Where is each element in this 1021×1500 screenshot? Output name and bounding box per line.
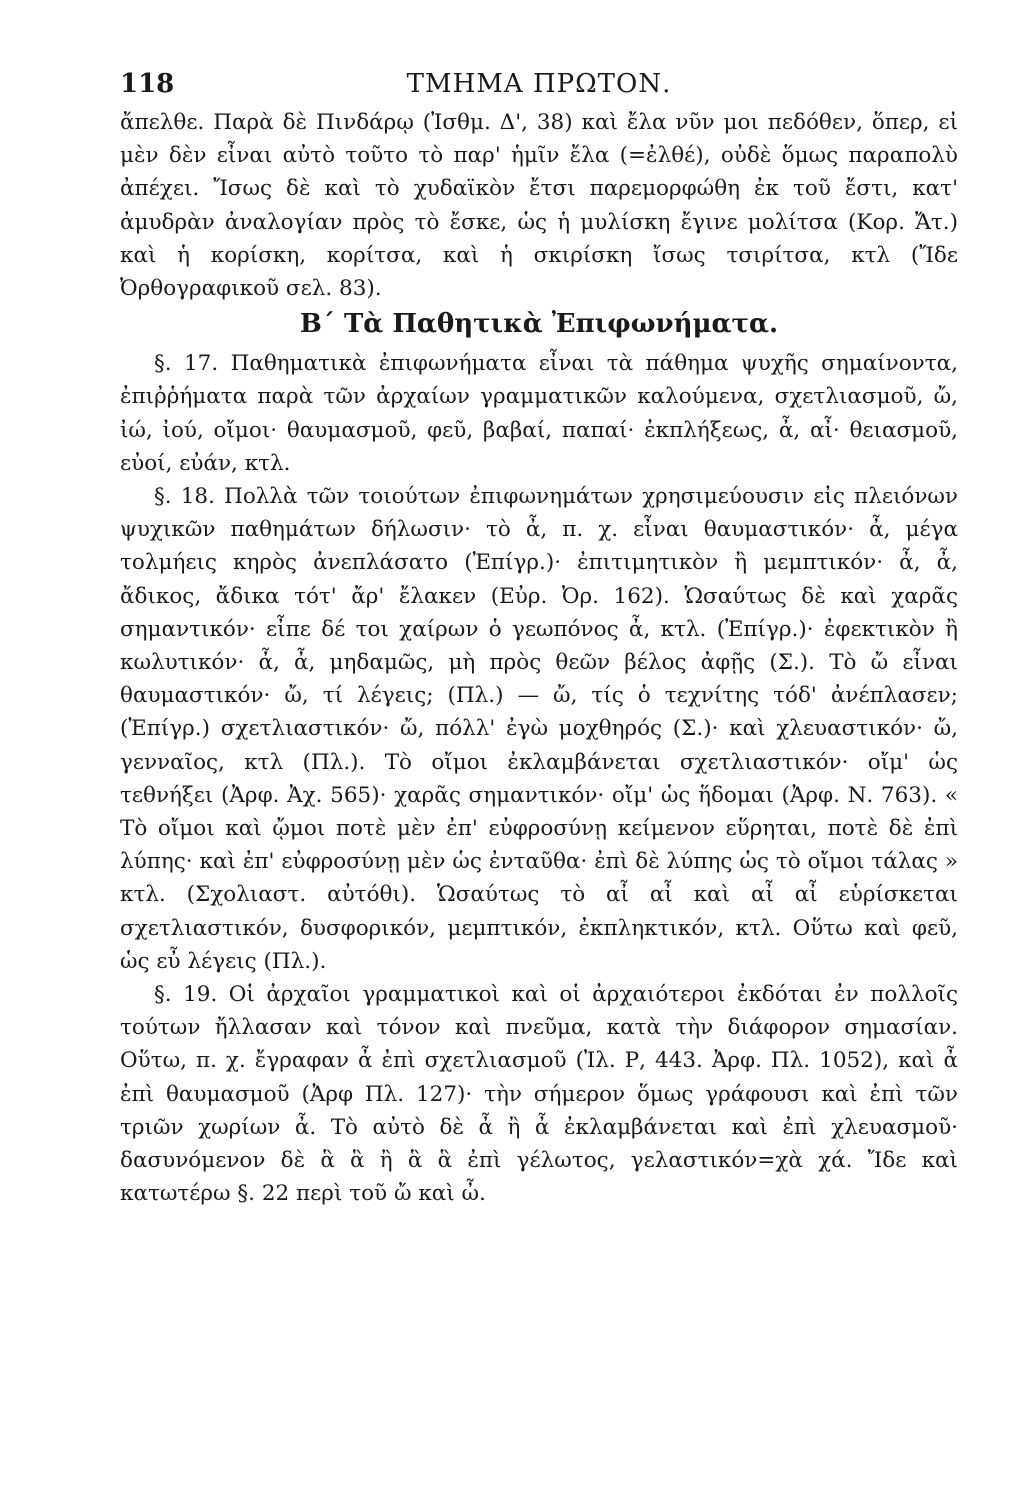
section-heading: Β΄ Τὰ Παθητικὰ Ἐπιφωνήματα. bbox=[299, 309, 779, 340]
paragraph-section-17: §. 17. Παθηματικὰ ἐπιφωνήματα εἶναι τὰ πάθημα ψυχῆς σημαίνοντα, ἐπιῤῥήματα παρὰ τῶν ἀρχαίων γραμματικῶν καλούμενα, σχετλιασμοῦ, ὤ, ἰώ, ἰού, οἴμοι· θαυμασμοῦ, φεῦ, βαβαί, παπαί· ἐκπλήξεως, ἆ, αἶ· θειασμοῦ, εὐοί, εὐάν, κτλ. bbox=[120, 351, 958, 476]
paragraph-continuation: ἄπελθε. Παρὰ δὲ Πινδάρῳ (Ἰσθμ. Δ', 38) καὶ ἔλα νῦν μοι πεδόθεν, ὅπερ, εἰ μὲν δὲν εἶναι αὐτὸ τοῦτο τὸ παρ' ἡμῖν ἔλα (=ἐλθέ), οὐδὲ ὅμως παραπολὺ ἀπέχει. Ἴσως δὲ καὶ τὸ χυδαϊκὸν ἔτσι παρεμορφώθη ἐκ τοῦ ἔστι, κατ' ἀμυδρὰν ἀναλογίαν πρὸς τὸ ἔσκε, ὡς ἡ μυλίσκη ἔγινε μολίτσα (Κορ. Ἄτ.) καὶ ἡ κορίσκη, κορίτσα, καὶ ἡ σκιρίσκη ἴσως τσιρίτσα, κτλ (Ἴδε Ὀρθογραφικοῦ σελ. 83). bbox=[120, 110, 958, 302]
page-number: 118 bbox=[120, 69, 175, 99]
book-page bbox=[120, 62, 958, 1211]
running-title: ΤΜΗΜΑ ΠΡΩΤΟΝ. bbox=[406, 69, 672, 99]
running-head bbox=[120, 62, 958, 106]
paragraph-section-19: §. 19. Οἱ ἀρχαῖοι γραμματικοὶ καὶ οἱ ἀρχαιότεροι ἐκδόται ἐν πολλοῖς τούτων ἤλλασαν καὶ τόνον καὶ πνεῦμα, κατὰ τὴν διάφορον σημασίαν. Οὕτω, π. χ. ἔγραφαν ἆ ἐπὶ σχετλιασμοῦ (Ἰλ. Ρ, 443. Ἀρφ. Πλ. 1052), καὶ ἆ ἐπὶ θαυμασμοῦ (Ἀρφ Πλ. 127)· τὴν σήμερον ὅμως γράφουσι καὶ ἐπὶ τῶν τριῶν χωρίων ἆ. Τὸ αὐτὸ δὲ ἆ ἢ ἆ ἐκλαμβάνεται καὶ ἐπὶ χλευασμοῦ· δασυνόμενον δὲ ἃ ἃ ἢ ἃ ἃ ἐπὶ γέλωτος, γελαστικόν=χὰ χά. Ἴδε καὶ κατωτέρω §. 22 περὶ τοῦ ὤ καὶ ὦ. bbox=[120, 982, 958, 1207]
paragraph-section-18: §. 18. Πολλὰ τῶν τοιούτων ἐπιφωνημάτων χρησιμεύουσιν εἰς πλειόνων ψυχικῶν παθημάτων δήλωσιν· τὸ ἆ, π. χ. εἶναι θαυμαστικόν· ἆ, μέγα τολμήεις κηρὸς ἀνεπλάσατο (Ἐπίγρ.)· ἐπιτιμητικὸν ἢ μεμπτικόν· ἆ, ἆ, ἄδικος, ἄδικα τότ' ἄρ' ἔλακεν (Εὐρ. Ὀρ. 162). Ὡσαύτως δὲ καὶ χαρᾶς σημαντικόν· εἶπε δέ τοι χαίρων ὁ γεωπόνος ἆ, κτλ. (Ἐπίγρ.)· ἐφεκτικὸν ἢ κωλυτικόν· ἆ, ἆ, μηδαμῶς, μὴ πρὸς θεῶν βέλος ἀφῇς (Σ.). Τὸ ὤ εἶναι θαυμαστικόν· ὤ, τί λέγεις; (Πλ.) — ὤ, τίς ὁ τεχνίτης τόδ' ἀνέπλασεν; (Ἐπίγρ.) σχετλιαστικόν· ὤ, πόλλ' ἐγὼ μοχθηρός (Σ.)· καὶ χλευαστικόν· ὤ, γενναῖος, κτλ (Πλ.). Τὸ οἴμοι ἐκλαμβάνεται σχετλιαστικόν· οἴμ' ὡς τεθνήξει (Ἀρφ. Ἀχ. 565)· χαρᾶς σημαντικόν· οἴμ' ὡς ἥδομαι (Ἀρφ. Ν. 763). « Τὸ οἴμοι καὶ ᾤμοι ποτὲ μὲν ἐπ' εὐφροσύνῃ κείμενον εὕρηται, ποτὲ δὲ ἐπὶ λύπης· καὶ ἐπ' εὐφροσύνῃ μὲν ὡς ἐνταῦθα· ἐπὶ δὲ λύπης ὡς τὸ οἴμοι τάλας » κτλ. (Σχολιαστ. αὐτόθι). Ὡσαύτως τὸ αἶ αἶ καὶ αἶ αἶ εὑρίσκεται σχετλιαστικόν, δυσφορικόν, μεμπτικόν, ἐκπληκτικόν, κτλ. Οὕτω καὶ φεῦ, ὡς εὖ λέγεις (Πλ.). bbox=[120, 484, 958, 974]
